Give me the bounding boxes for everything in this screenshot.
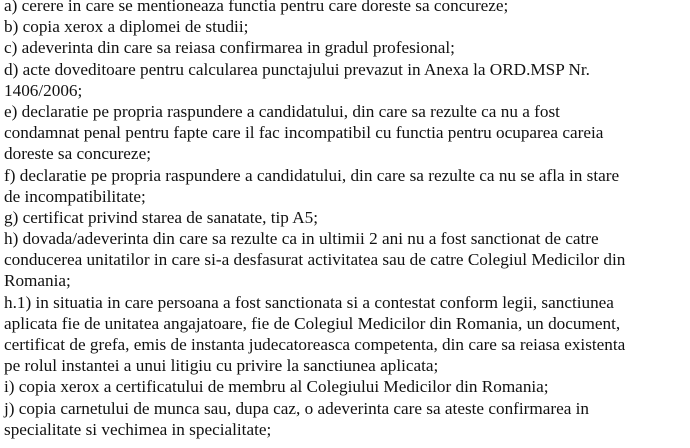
item-h1-line-3: certificat de grefa, emis de instanta judecatoreasca competenta, din care sa reiasa existenta bbox=[4, 335, 626, 354]
item-d-line-1: d) acte doveditoare pentru calcularea punctajului prevazut in Anexa la ORD.MSP Nr. bbox=[4, 59, 590, 79]
item-a-line: a) cerere in care se mentioneaza functia pentru care doreste sa concureze; bbox=[4, 0, 509, 15]
item-h-line-3: Romania; bbox=[4, 271, 71, 291]
item-e-line-2: condamnat penal pentru fapte care il fac incompatibil cu functia pentru ocuparea careia bbox=[4, 123, 604, 143]
item-j-line-1: j) copia carnetului de munca sau, dupa caz, o adeverinta care sa ateste confirmarea in bbox=[4, 398, 590, 418]
item-b-line: b) copia xerox a diplomei de studii; bbox=[4, 17, 249, 37]
document-body bbox=[4, 0, 690, 440]
item-h-line-1: h) dovada/adeverinta din care sa rezulte ca in ultimii 2 ani nu a fost sanctionat de catre bbox=[4, 229, 599, 249]
item-e-line-1: e) declaratie pe propria raspundere a candidatului, din care sa rezulte ca nu a fost bbox=[4, 101, 560, 121]
item-f-line-1: f) declaratie pe propria raspundere a candidatului, din care sa rezulte ca nu se afla in stare bbox=[4, 165, 620, 185]
item-d-line-2: 1406/2006; bbox=[4, 80, 83, 100]
item-i-line: i) copia xerox a certificatului de membru al Colegiului Medicilor din Romania; bbox=[4, 377, 549, 397]
item-h1-line-1: h.1) in situatia in care persoana a fost sanctionata si a contestat conform legii, sanctiunea bbox=[4, 292, 614, 312]
item-h1-line-2: aplicata fie de unitatea angajatoare, fie de Colegiul Medicilor din Romania, un document, bbox=[4, 313, 621, 333]
item-h-line-2: conducerea unitatilor in care si-a desfasurat activitatea sau de catre Colegiul Medicilor din bbox=[4, 250, 626, 270]
item-c-line: c) adeverinta din care sa reiasa confirmarea in gradul profesional; bbox=[4, 38, 455, 58]
item-g-line: g) certificat privind starea de sanatate, tip A5; bbox=[4, 207, 319, 227]
item-h1-line-4: pe rolul instantei a unui litigiu cu privire la sanctiunea aplicata; bbox=[4, 356, 439, 376]
item-f-line-2: de incompatibilitate; bbox=[4, 186, 146, 206]
item-j-line-2: specialitate si vechimea in specialitate; bbox=[4, 419, 272, 439]
item-e-line-3: doreste sa concureze; bbox=[4, 144, 151, 164]
